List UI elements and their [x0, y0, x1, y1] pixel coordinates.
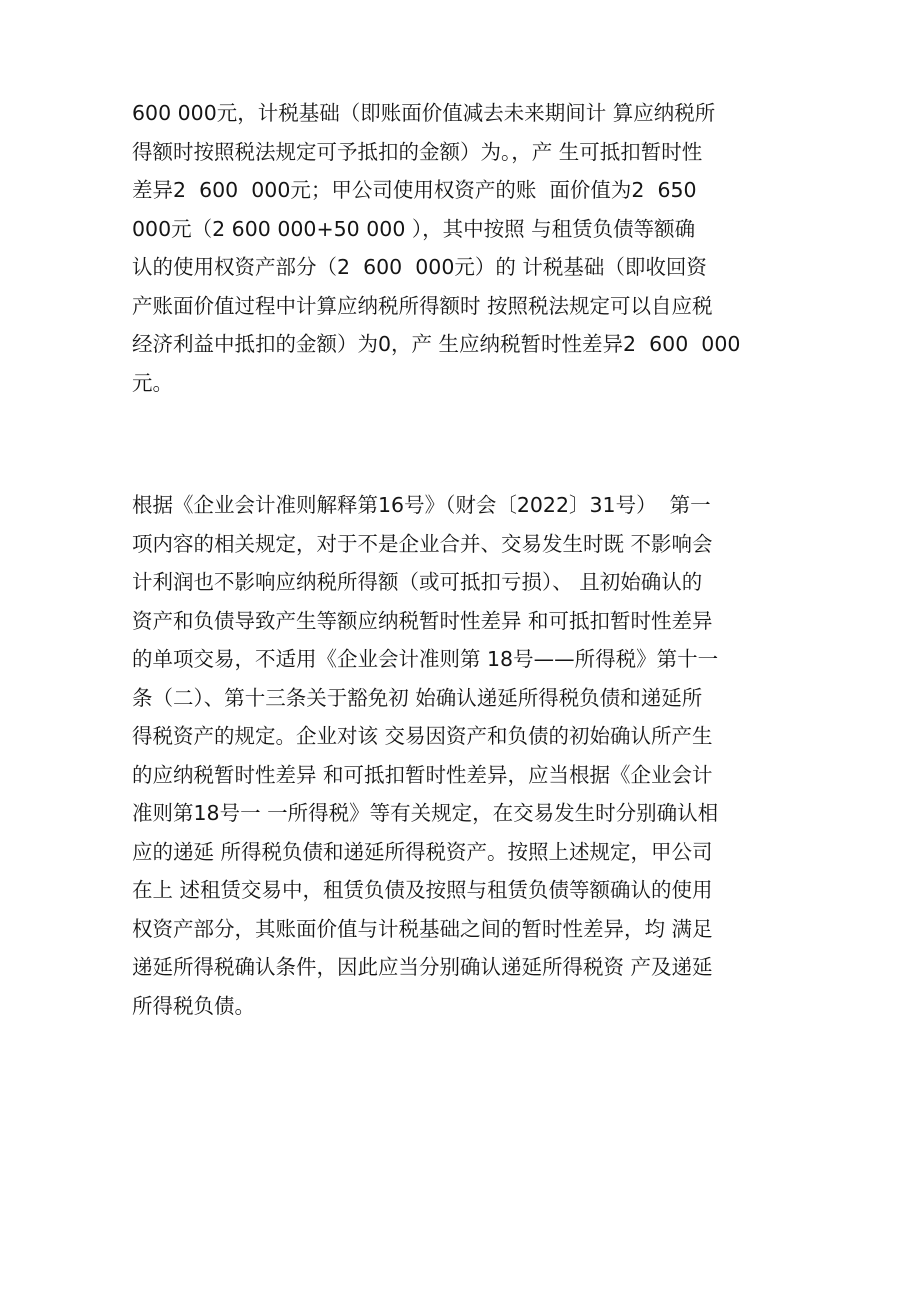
text-line: 的应纳税暂时性差异 和可抵扣暂时性差异，应当根据《企业会计	[132, 762, 713, 787]
text-line: 在上 述租赁交易中，租赁负债及按照与租赁负债等额确认的使用	[132, 878, 713, 902]
text-line: 产账面价值过程中计算应纳税所得额时 按照税法规定可以自应税	[132, 293, 713, 318]
text-line: 应的递延 所得税负债和递延所得税资产。按照上述规定，甲公司	[132, 839, 713, 864]
text-line: 条（二）、第十三条关于豁免初 始确认递延所得税负债和递延所	[132, 685, 703, 710]
text-line: 差异2 600 000元；甲公司使用权资产的账 面价值为2 650	[132, 178, 697, 202]
text-line: 经济利益中抵扣的金额）为0，产 生应纳税暂时性差异2 600 000	[132, 332, 741, 356]
text-line: 资产和负债导致产生等额应纳税暂时性差异 和可抵扣暂时性差异	[132, 608, 713, 633]
text-line: 000元（2 600 000+50 000 ），其中按照 与租赁负债等额确	[132, 216, 696, 241]
text-line: 准则第18号一 一所得税》等有关规定，在交易发生时分别确认相	[132, 801, 719, 825]
text-line: 元。	[132, 370, 173, 395]
text-line: 项内容的相关规定，对于不是企业合并、交易发生时既 不影响会	[132, 531, 713, 556]
text-line: 认的使用权资产部分（2 600 000元）的 计税基础（即收回资	[132, 255, 707, 279]
text-line: 计利润也不影响应纳税所得额（或可抵扣亏损）、 且初始确认的	[132, 570, 703, 594]
paragraph-interpretation-16	[132, 486, 718, 1025]
text-line: 600 000元，计税基础（即账面价值减去未来期间计 算应纳税所	[132, 101, 716, 125]
text-line: 的单项交易，不适用《企业会计准则第 18号——所得税》第十一	[132, 647, 719, 671]
text-line: 得税资产的规定。企业对该 交易因资产和负债的初始确认所产生	[132, 724, 713, 748]
text-line: 递延所得税确认条件，因此应当分别确认递延所得税资 产及递延	[132, 955, 713, 979]
text-line: 权资产部分，其账面价值与计税基础之间的暂时性差异，均 满足	[132, 916, 713, 941]
text-line: 根据《企业会计准则解释第16号》（财会〔2022〕31号） 第一	[132, 493, 711, 517]
text-line: 得额时按照税法规定可予抵扣的金额）为。，产 生可抵扣暂时性	[132, 139, 703, 164]
text-line: 所得税负债。	[132, 993, 255, 1018]
paragraph-deductible-differences	[132, 94, 740, 402]
